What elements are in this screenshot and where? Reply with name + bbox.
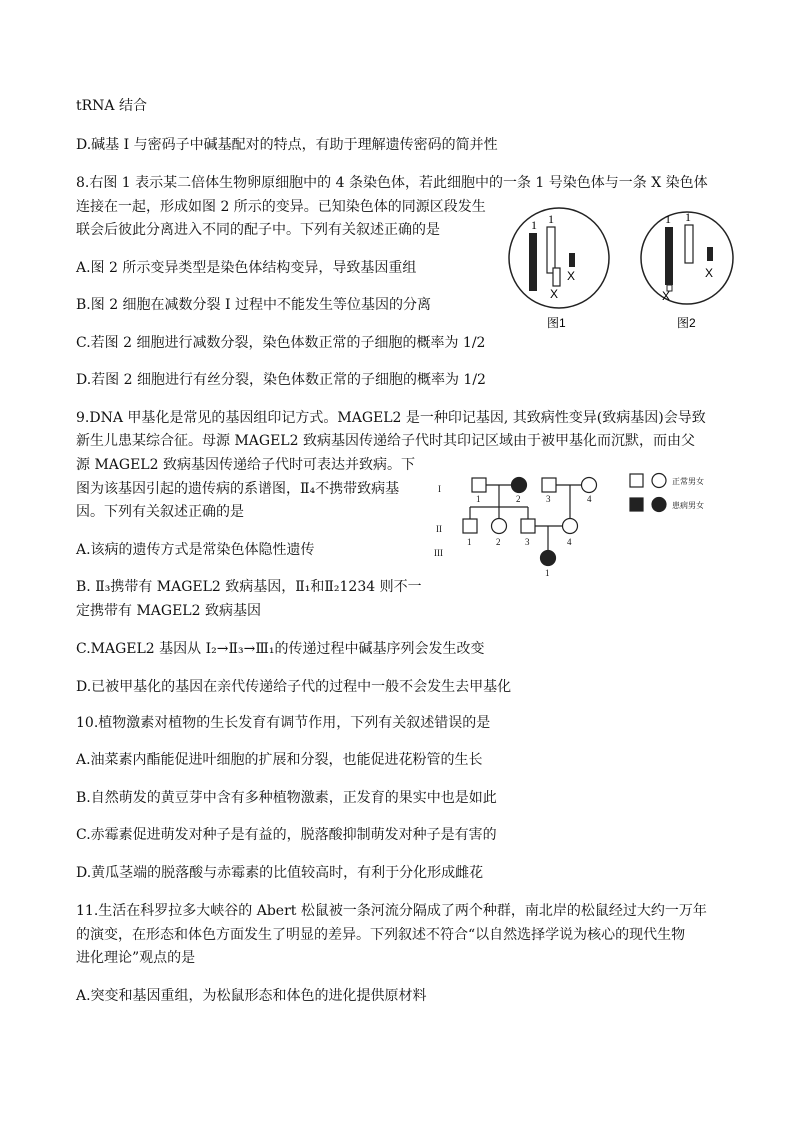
option-8c: C.若图 2 细胞进行减数分裂，染色体数正常的子细胞的概率为 1/2 [76, 335, 486, 351]
pedigree-II3 [521, 519, 535, 533]
option-8b: B.图 2 细胞在减数分裂 I 过程中不能发生等位基因的分离 [76, 297, 431, 313]
pedigree-chart [430, 468, 760, 580]
pedigree-num: 4 [587, 494, 592, 504]
legend-normal-female [652, 474, 666, 488]
fig1-label-1a: 1 [531, 218, 537, 232]
pedigree-num: 1 [545, 568, 550, 578]
pedigree-II2 [492, 519, 507, 534]
gen-label-1: I [438, 484, 441, 494]
pedigree-I4 [582, 478, 597, 493]
fig1-chrx-white [553, 268, 560, 286]
pedigree-num: 3 [546, 494, 551, 504]
legend-affected-label: 患病男女 [672, 501, 704, 510]
text-line: 进化理论”观点的是 [76, 950, 196, 966]
pedigree-III1 [541, 551, 556, 566]
fig1-chr1-black [529, 233, 537, 291]
legend-affected-male [630, 498, 643, 511]
option-9b: B. Ⅱ₃携带有 MAGEL2 致病基因，Ⅱ₁和Ⅱ₂1234 则不一 [76, 579, 422, 595]
fig2-label-1a: 1 [665, 212, 671, 226]
option-8a: A.图 2 所示变异类型是染色体结构变异，导致基因重组 [76, 260, 417, 276]
fig2-chr1-white [685, 225, 693, 263]
text-line: 的演变，在形态和体色方面发生了明显的差异。下列叙述不符合“以自然选择学说为核心的现代生物 [76, 927, 686, 943]
option-10c: C.赤霉素促进萌发对种子是有益的，脱落酸抑制萌发对种子是有害的 [76, 827, 497, 843]
option-9c: C.MAGEL2 基因从 I₂→Ⅱ₃→Ⅲ₁的传递过程中碱基序列会发生改变 [76, 641, 485, 657]
question-11-stem: 11.生活在科罗拉多大峡谷的 Abert 松鼠被一条河流分隔成了两个种群，南北岸的松鼠经过大约一万年 [76, 903, 707, 919]
pedigree-svg [430, 468, 760, 580]
fig1-caption: 图1 [547, 316, 566, 330]
pedigree-num: 2 [496, 537, 501, 547]
pedigree-I1 [472, 478, 486, 492]
fig1-chr1-white [547, 227, 555, 273]
fig2-label-1b: 1 [685, 210, 691, 224]
legend-affected-female [652, 498, 666, 512]
pedigree-II4 [563, 519, 578, 534]
gen-label-3: III [434, 548, 443, 558]
text-line: 定携带有 MAGEL2 致病基因 [76, 603, 261, 619]
fig1-label-1b: 1 [548, 212, 554, 226]
fig2-caption: 图2 [677, 316, 696, 330]
fig1-label-x: X [550, 287, 559, 301]
legend-normal-male [630, 474, 643, 487]
text-line: 连接在一起，形成如图 2 所示的变异。已知染色体的同源区段发生 [76, 199, 486, 215]
text-line: 图为该基因引起的遗传病的系谱图，Ⅱ₄不携带致病基 [76, 481, 400, 497]
fig2-label-x: X [662, 289, 671, 303]
chromosome-figure-svg [505, 203, 735, 333]
text-line: 联会后彼此分离进入不同的配子中。下列有关叙述正确的是 [76, 222, 440, 238]
option-10d: D.黄瓜茎端的脱落酸与赤霉素的比值较高时，有利于分化形成雌花 [76, 865, 484, 881]
option-9a: A.该病的遗传方式是常染色体隐性遗传 [76, 542, 315, 558]
fig2-chr1-black [665, 227, 673, 285]
pedigree-I3 [542, 478, 556, 492]
option-11a: A.突变和基因重组，为松鼠形态和体色的进化提供原材料 [76, 988, 427, 1004]
pedigree-num: 1 [467, 537, 472, 547]
pedigree-num: 3 [525, 537, 530, 547]
text-line: 源 MAGEL2 致病基因传递给子代时可表达并致病。下 [76, 457, 415, 473]
option-10a: A.油菜素内酯能促进叶细胞的扩展和分裂，也能促进花粉管的生长 [76, 752, 483, 768]
question-9-stem: 9.DNA 甲基化是常见的基因组印记方式。MAGEL2 是一种印记基因, 其致病性变异(致病基因)会导致 [76, 410, 706, 426]
text-line: 因。下列有关叙述正确的是 [76, 504, 244, 520]
gen-label-2: II [436, 524, 442, 534]
pedigree-num: 2 [516, 494, 521, 504]
option-10b: B.自然萌发的黄豆芽中含有多种植物激素，正发育的果实中也是如此 [76, 790, 497, 806]
question-10-stem: 10.植物激素对植物的生长发育有调节作用，下列有关叙述错误的是 [76, 715, 491, 731]
pedigree-I2 [512, 478, 527, 493]
question-8-stem: 8.右图 1 表示某二倍体生物卵原细胞中的 4 条染色体，若此细胞中的一条 1 号染色体与一条 X 染色体 [76, 175, 708, 191]
fig1-label-x2: X [567, 269, 576, 283]
text-line: tRNA 结合 [76, 98, 147, 114]
text-line: 新生儿患某综合征。母源 MAGEL2 致病基因传递给子代时其印记区域由于被甲基化而沉默，而由父 [76, 433, 695, 449]
fig1-chrx-black [569, 253, 575, 267]
chromosome-figure [505, 203, 735, 333]
text-line: D.碱基 I 与密码子中碱基配对的特点，有助于理解遗传密码的简并性 [76, 137, 498, 153]
pedigree-II1 [463, 519, 477, 533]
option-8d: D.若图 2 细胞进行有丝分裂，染色体数正常的子细胞的概率为 1/2 [76, 372, 486, 388]
fig2-chrx-black [707, 247, 713, 261]
pedigree-num: 4 [567, 537, 572, 547]
pedigree-num: 1 [476, 494, 481, 504]
option-9d: D.已被甲基化的基因在亲代传递给子代的过程中一般不会发生去甲基化 [76, 679, 512, 695]
legend-normal-label: 正常男女 [672, 477, 704, 486]
fig2-label-x2: X [705, 266, 714, 280]
fig1-cell [509, 208, 609, 308]
